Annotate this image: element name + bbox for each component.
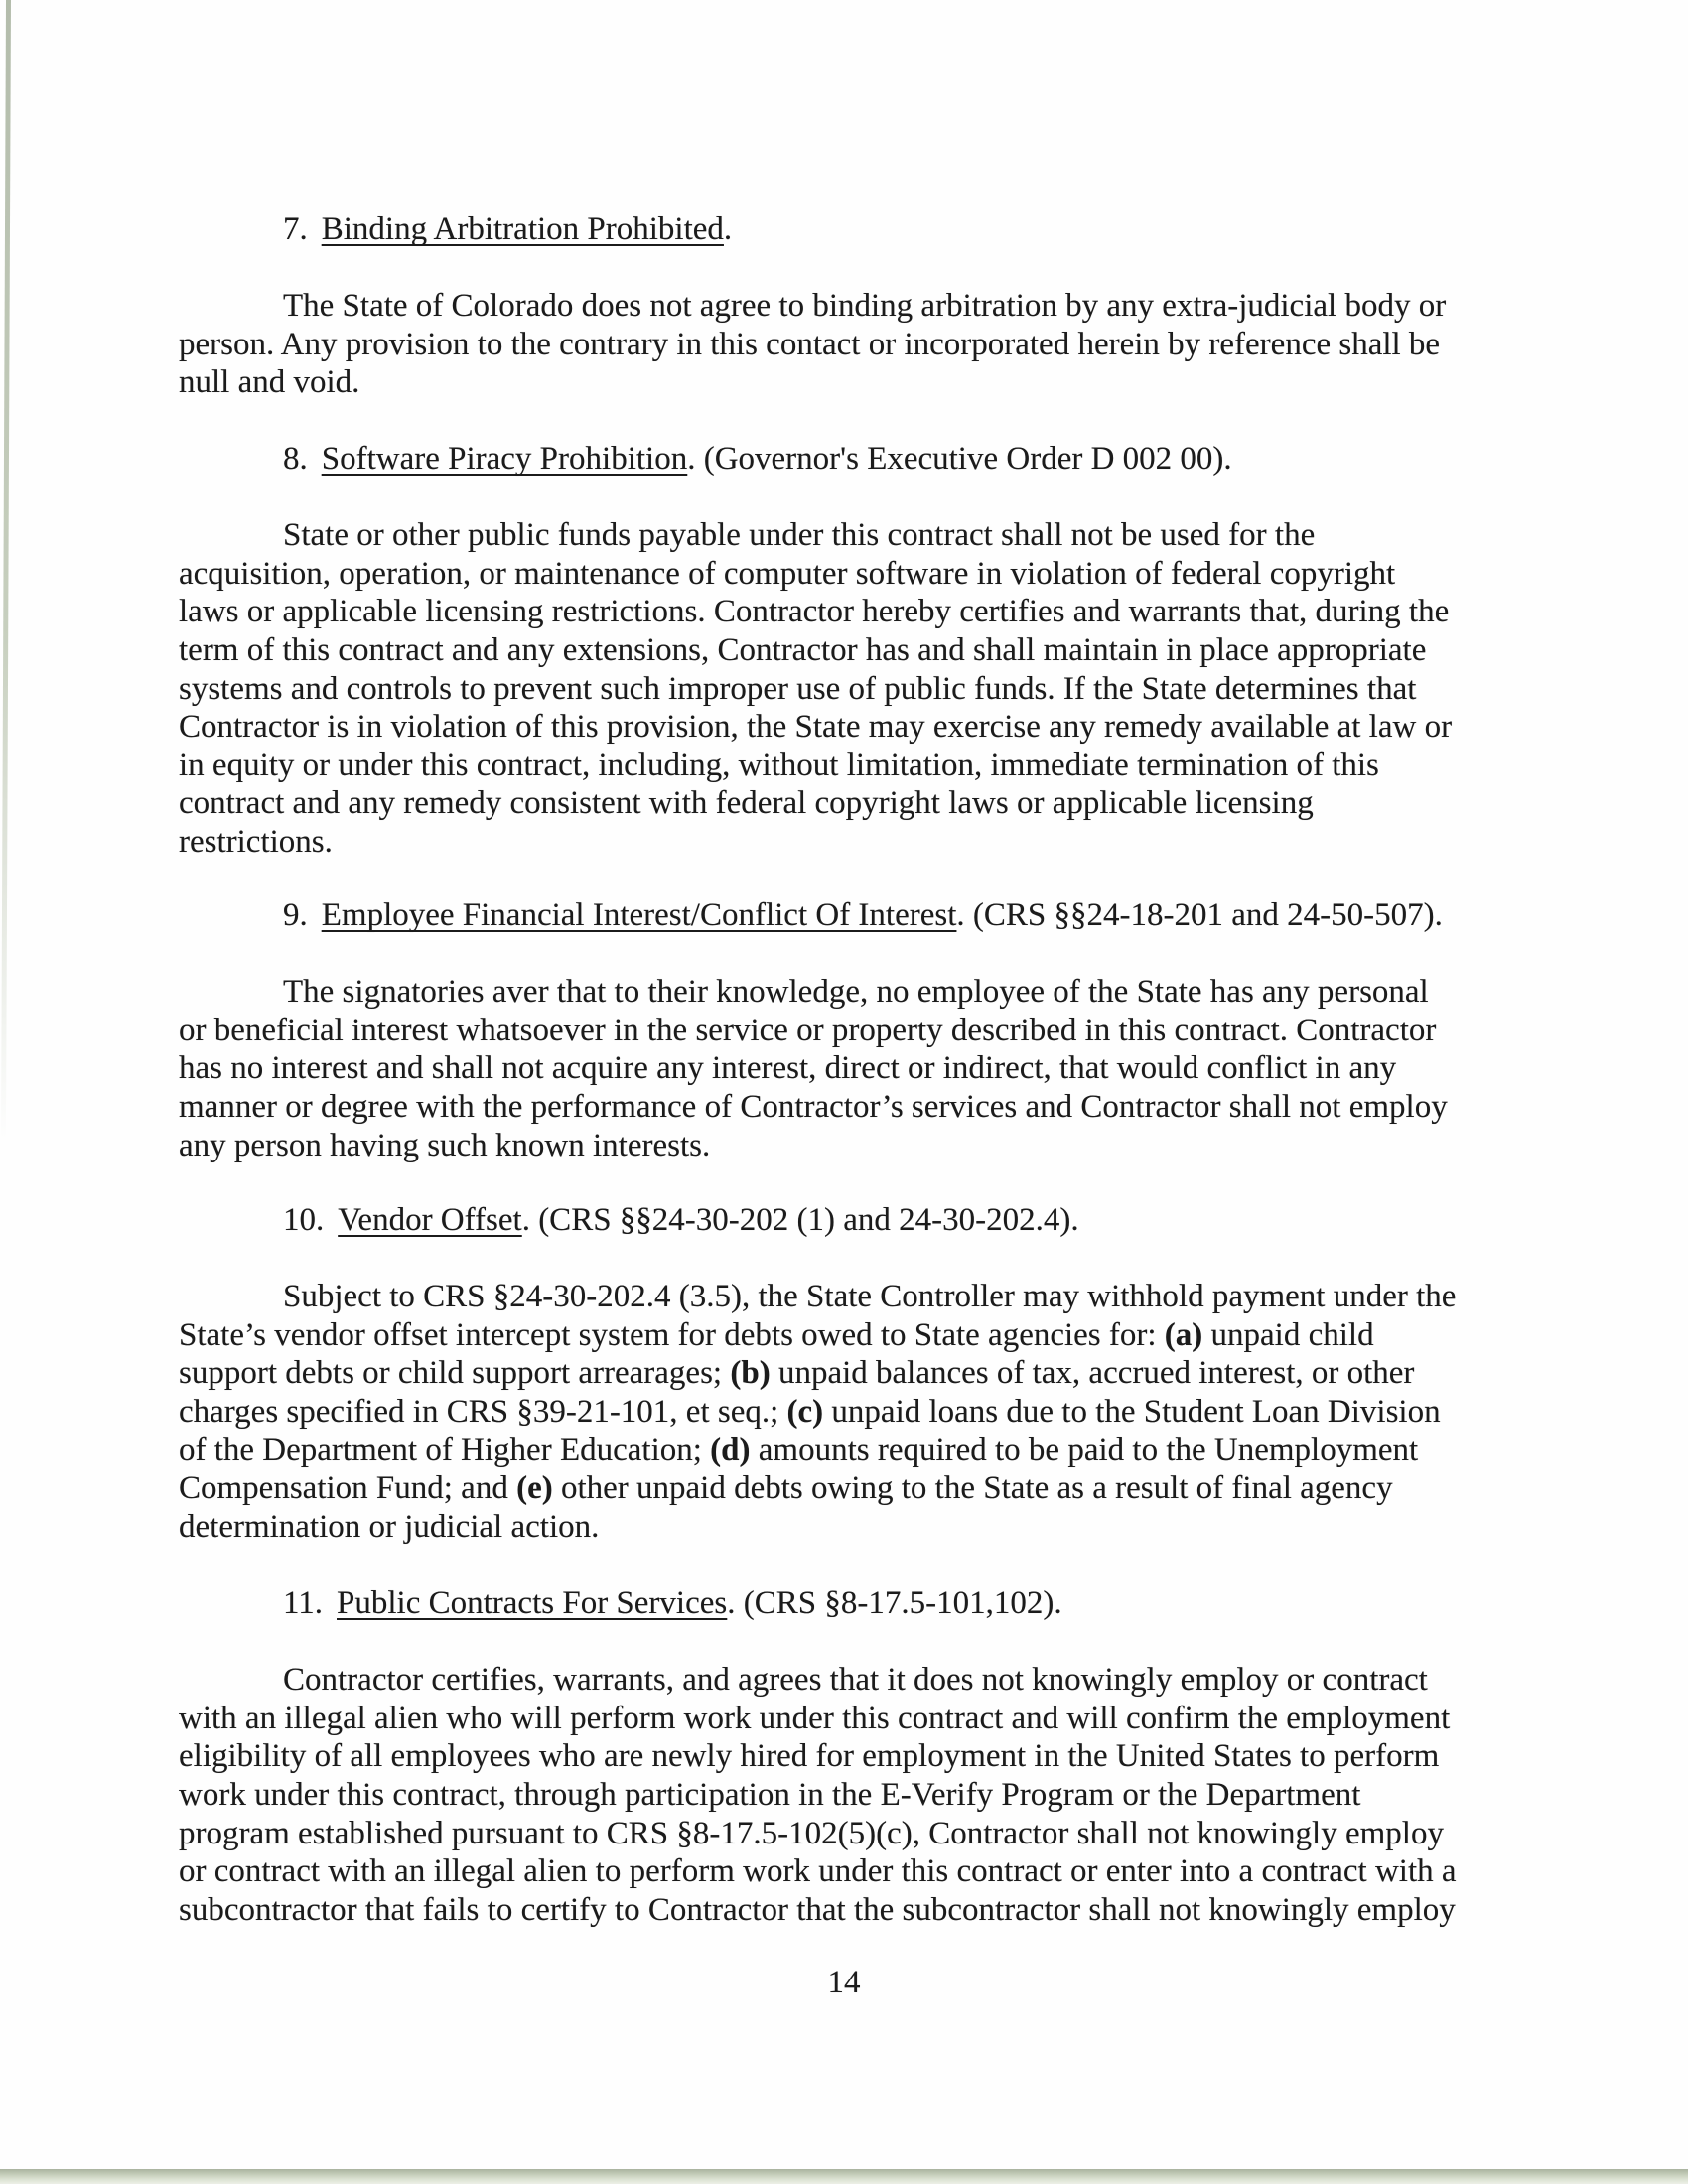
section-number: 8.: [283, 441, 308, 477]
section-paragraph: [179, 1278, 1569, 1546]
section-title-suffix: . (CRS §8-17.5-101,102).: [727, 1585, 1062, 1621]
paragraph-line: acquisition, operation, or maintenance of computer software in violation of federal copyright: [179, 555, 1396, 592]
paragraph-line: Subject to CRS §24-30-202.4 (3.5), the State Controller may withhold payment under the: [283, 1279, 1457, 1315]
section-9-conflict-of-interest: [179, 896, 1569, 1164]
section-title-suffix: . (CRS §§24-30-202 (1) and 24-30-202.4).: [521, 1202, 1079, 1238]
bold-marker: (e): [516, 1470, 553, 1507]
paragraph-line: support debts or child support arrearages; (b) unpaid balances of tax, accrued interest, or other: [179, 1355, 1415, 1392]
bold-marker: (c): [786, 1393, 824, 1430]
section-title-suffix: . (Governor's Executive Order D 002 00).: [687, 441, 1232, 477]
scan-bottom-band: [0, 2169, 1688, 2184]
paragraph-line: Compensation Fund; and (e) other unpaid debts owing to the State as a result of final agency: [179, 1470, 1393, 1507]
paragraph-line: State’s vendor offset intercept system for debts owed to State agencies for: (a) unpaid child: [179, 1316, 1374, 1353]
section-paragraph: [179, 287, 1569, 402]
section-heading: [179, 1584, 1569, 1623]
paragraph-line: subcontractor that fails to certify to Contractor that the subcontractor shall not knowingly employ: [179, 1891, 1456, 1928]
paragraph-line: null and void.: [179, 364, 360, 401]
bold-marker: (d): [710, 1432, 751, 1468]
paragraph-line: in equity or under this contract, including, without limitation, immediate termination of this: [179, 747, 1379, 783]
paragraph-line: person. Any provision to the contrary in this contact or incorporated herein by reference shall be: [179, 326, 1441, 362]
section-title: Employee Financial Interest/Conflict Of Interest: [321, 897, 957, 933]
section-number: 11.: [283, 1585, 324, 1621]
paragraph-line: The State of Colorado does not agree to binding arbitration by any extra-judicial body or: [283, 288, 1447, 325]
paragraph-line: any person having such known interests.: [179, 1127, 711, 1163]
section-number: 9.: [283, 897, 308, 933]
paragraph-line: has no interest and shall not acquire any interest, direct or indirect, that would conflict in any: [179, 1050, 1397, 1087]
paragraph-line: laws or applicable licensing restrictions. Contractor hereby certifies and warrants that, during the: [179, 594, 1450, 630]
section-title-suffix: . (CRS §§24-18-201 and 24-50-507).: [956, 897, 1443, 933]
paragraph-line: program established pursuant to CRS §8-17.5-102(5)(c), Contractor shall not knowingly employ: [179, 1815, 1444, 1851]
scan-edge-left: [1, 0, 11, 1142]
paragraph-line: State or other public funds payable under this contract shall not be used for the: [283, 517, 1316, 554]
section-title: Binding Arbitration Prohibited: [321, 211, 724, 247]
paragraph-line: or contract with an illegal alien to perform work under this contract or enter into a contract with a: [179, 1853, 1457, 1890]
section-10-vendor-offset: [179, 1201, 1569, 1546]
section-number: 10.: [283, 1202, 325, 1238]
paragraph-line: of the Department of Higher Education; (d) amounts required to be paid to the Unemployment: [179, 1432, 1419, 1468]
section-11-public-contracts: [179, 1584, 1569, 1929]
section-title-suffix: .: [723, 211, 733, 247]
section-title: Vendor Offset: [338, 1202, 522, 1238]
paragraph-line: term of this contract and any extensions, Contractor has and shall maintain in place appropriate: [179, 631, 1427, 668]
section-paragraph: [179, 973, 1569, 1164]
section-heading: [179, 210, 1569, 249]
paragraph-line: systems and controls to prevent such improper use of public funds. If the State determines that: [179, 670, 1417, 707]
paragraph-line: eligibility of all employees who are newly hired for employment in the United States to perform: [179, 1738, 1440, 1775]
paragraph-line: Contractor is in violation of this provision, the State may exercise any remedy available at law or: [179, 709, 1453, 746]
paragraph-line: with an illegal alien who will perform work under this contract and will confirm the employment: [179, 1700, 1451, 1736]
section-heading: [179, 440, 1569, 478]
section-number: 7.: [283, 211, 308, 247]
paragraph-line: work under this contract, through participation in the E-Verify Program or the Department: [179, 1776, 1361, 1813]
paragraph-line: determination or judicial action.: [179, 1508, 600, 1545]
section-paragraph: [179, 1661, 1569, 1929]
paragraph-line: The signatories aver that to their knowledge, no employee of the State has any personal: [283, 974, 1429, 1011]
section-7-binding-arbitration: [179, 210, 1569, 402]
paragraph-line: charges specified in CRS §39-21-101, et seq.; (c) unpaid loans due to the Student Loan Division: [179, 1393, 1441, 1430]
page-number: 14: [827, 1965, 861, 2000]
section-8-software-piracy: [179, 440, 1569, 862]
paragraph-line: restrictions.: [179, 823, 333, 860]
section-title: Public Contracts For Services: [337, 1585, 728, 1621]
bold-marker: (a): [1164, 1316, 1203, 1353]
section-paragraph: [179, 516, 1569, 861]
paragraph-line: or beneficial interest whatsoever in the service or property described in this contract. Contractor: [179, 1012, 1437, 1048]
paragraph-line: Contractor certifies, warrants, and agrees that it does not knowingly employ or contract: [283, 1662, 1428, 1699]
section-heading: [179, 896, 1569, 935]
paragraph-line: manner or degree with the performance of Contractor’s services and Contractor shall not employ: [179, 1088, 1448, 1125]
bold-marker: (b): [730, 1355, 771, 1392]
section-heading: [179, 1201, 1569, 1240]
section-title: Software Piracy Prohibition: [321, 441, 688, 477]
paragraph-line: contract and any remedy consistent with federal copyright laws or applicable licensing: [179, 785, 1314, 822]
